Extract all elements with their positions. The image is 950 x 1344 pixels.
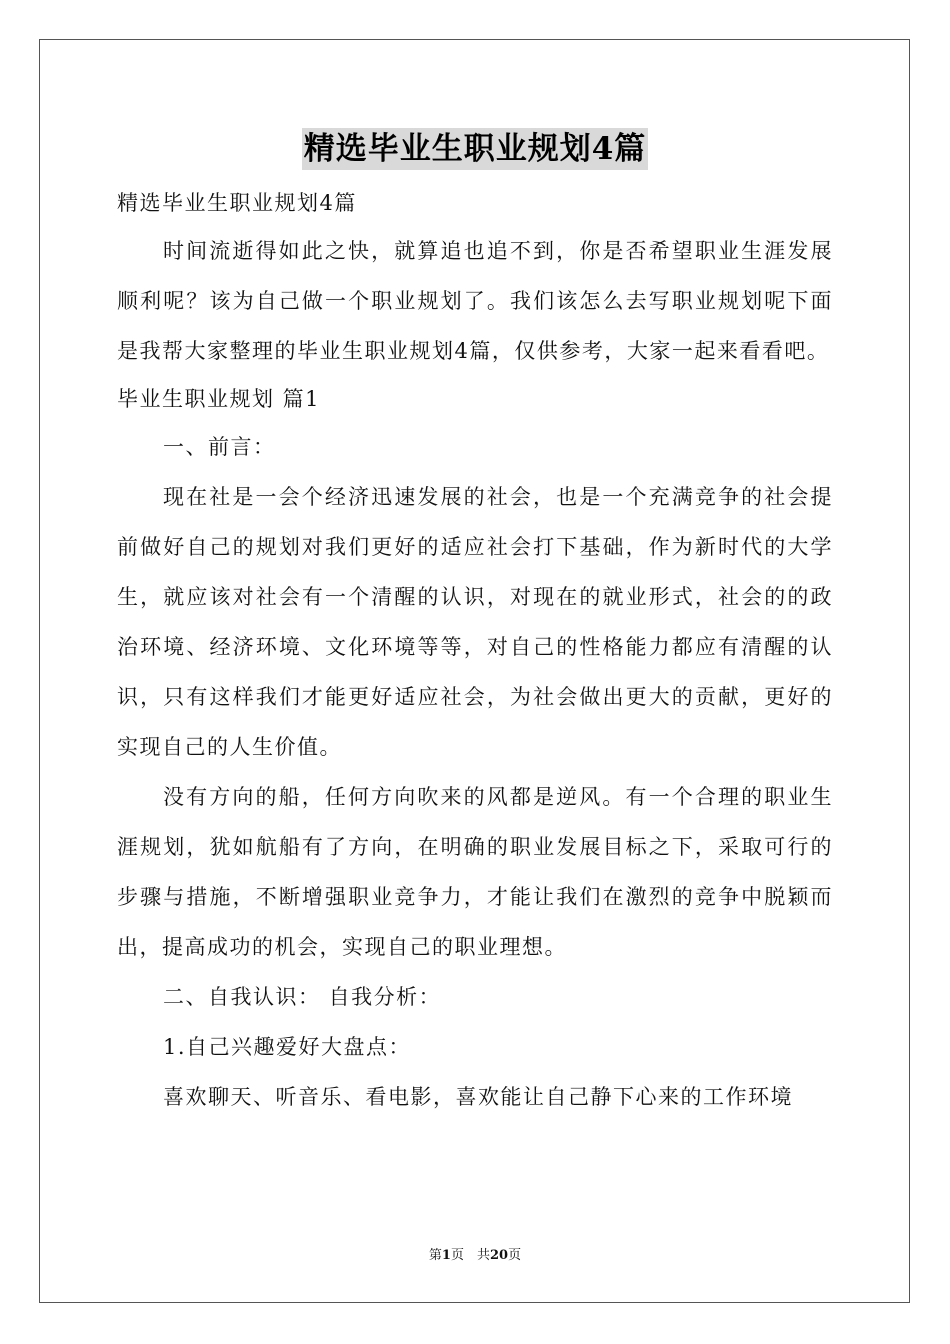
preface-paragraph-1: 现在社是一会个经济迅速发展的社会，也是一个充满竞争的社会提前做好自己的规划对我们更好的适应社会打下基础，作为新时代的大学生，就应该对社会有一个清醒的认识，对现在的就业形式，社会的的政治环境、经济环境、文化环境等等，对自己的性格能力都应有清醒的认识，只有这样我们才能更好适应社会，为社会做出更大的贡献，更好的实现自己的人生价值。 — [117, 485, 833, 759]
page-label-suffix: 页 — [508, 1248, 522, 1263]
interest-paragraph: 喜欢聊天、听音乐、看电影，喜欢能让自己静下心来的工作环境 — [163, 1085, 793, 1109]
document-body — [117, 128, 833, 1122]
section-heading: 毕业生职业规划 篇1 — [117, 387, 321, 411]
preface-paragraph-2: 没有方向的船，任何方向吹来的风都是逆风。有一个合理的职业生涯规划，犹如航船有了方向，在明确的职业发展目标之下，采取可行的步骤与措施，不断增强职业竞争力，才能让我们在激烈的竞争中脱颖而出，提高成功的机会，实现自己的职业理想。 — [117, 785, 833, 959]
total-pages: 20 — [489, 1248, 509, 1263]
page-label-prefix: 第 — [428, 1248, 442, 1263]
self-analysis-heading: 二、自我认识： 自我分析： — [163, 985, 442, 1009]
preface-heading: 一、前言： — [163, 435, 276, 459]
page-label-mid: 页 共 — [450, 1248, 490, 1263]
document-title: 精选毕业生职业规划4篇 — [302, 128, 649, 170]
intro-paragraph: 时间流逝得如此之快，就算追也追不到，你是否希望职业生涯发展顺利呢？该为自己做一个职业规划了。我们该怎么去写职业规划呢下面是我帮大家整理的毕业生职业规划4篇，仅供参考，大家一起来看看吧。 — [117, 239, 833, 363]
interest-heading: 1.自己兴趣爱好大盘点： — [163, 1035, 412, 1059]
title-block — [117, 128, 833, 172]
document-subtitle: 精选毕业生职业规划4篇 — [117, 191, 357, 215]
page-footer — [0, 1244, 950, 1263]
page-number: 1 — [441, 1248, 451, 1263]
